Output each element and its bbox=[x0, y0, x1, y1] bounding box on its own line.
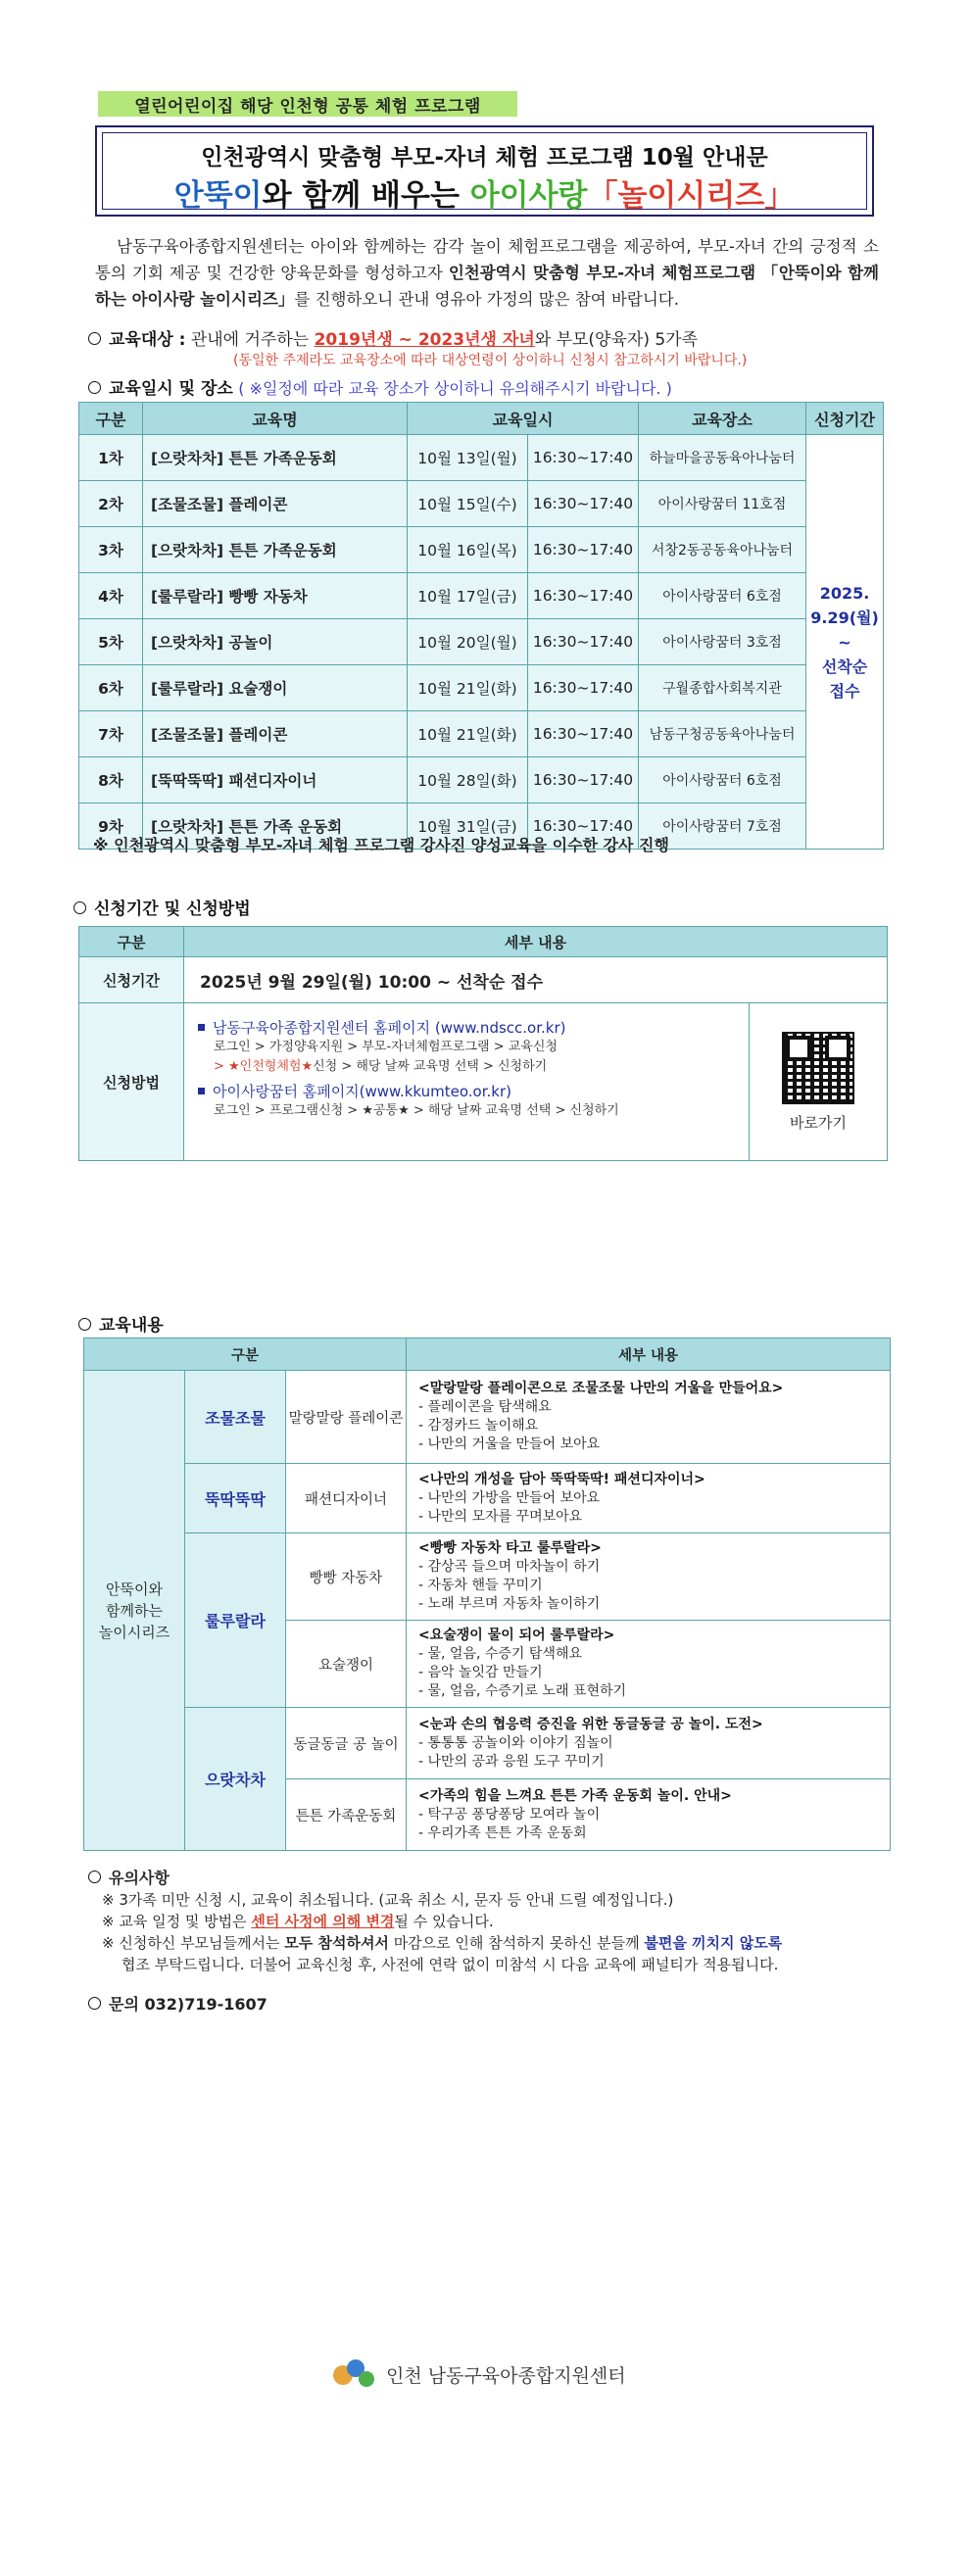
session-place: 구월종합사회복지관 bbox=[639, 665, 806, 711]
schedule-row bbox=[79, 527, 884, 573]
note-item bbox=[88, 1932, 892, 1954]
title-inner-frame bbox=[102, 132, 867, 214]
session-number: 4차 bbox=[79, 573, 143, 619]
session-time: 16:30~17:40 bbox=[528, 803, 639, 850]
schedule-note: ※ 인천광역시 맞춤형 부모-자녀 체험 프로그램 강사진 양성교육을 이수한 강사 진행 bbox=[93, 836, 669, 854]
link-ndscc[interactable] bbox=[198, 1017, 735, 1038]
session-number: 3차 bbox=[79, 527, 143, 573]
intro-text-1: 남동구육아종합지원센터는 아이와 함께하는 감각 놀이 체험프로그램을 제공하여, 부모-자녀 간의 긍정적 소통의 기회 제공 및 건강한 양육문화를 형성하고자 bbox=[95, 237, 879, 282]
session-number: 8차 bbox=[79, 757, 143, 803]
apply-header: 세부 내용 bbox=[184, 927, 888, 957]
note-highlight: 센터 사정에 의해 변경 bbox=[251, 1913, 395, 1930]
schedule-header: 신청기간 bbox=[806, 403, 884, 435]
session-name: [룰루랄라] 요술쟁이 bbox=[143, 665, 408, 711]
qr-label: 바로가기 bbox=[790, 1113, 847, 1132]
apply-method-label: 신청방법 bbox=[79, 1003, 184, 1161]
period-line: 접수 bbox=[829, 681, 860, 701]
target-text-2: 와 부모(양육자) 5가족 bbox=[534, 330, 699, 350]
detail-item: - 노래 부르며 자동차 놀이하기 bbox=[418, 1596, 601, 1612]
schedule-table bbox=[78, 402, 884, 850]
circle-bullet-icon bbox=[88, 381, 101, 394]
schedule-heading bbox=[88, 374, 672, 399]
detail-item: - 탁구공 퐁당퐁당 모여라 놀이 bbox=[418, 1806, 601, 1823]
schedule-header: 구분 bbox=[79, 403, 143, 435]
detail-title: <요술쟁이 물이 되어 룰루랄라> bbox=[418, 1628, 615, 1643]
schedule-header: 교육명 bbox=[143, 403, 408, 435]
qr-code-icon[interactable] bbox=[782, 1032, 854, 1104]
note-bold: 모두 참석하셔서 bbox=[284, 1934, 389, 1952]
main-line1: 안뚝이와 bbox=[106, 1580, 163, 1598]
main-line2: 함께하는 bbox=[106, 1601, 163, 1620]
link-kkumteo-text[interactable]: 아이사랑꿈터 홈페이지(www.kkumteo.or.kr) bbox=[213, 1083, 511, 1100]
session-name: [룰루랄라] 빵빵 자동차 bbox=[143, 573, 408, 619]
content-main-category bbox=[84, 1371, 185, 1851]
session-number: 6차 bbox=[79, 665, 143, 711]
session-time: 16:30~17:40 bbox=[528, 527, 639, 573]
contact-line bbox=[88, 1992, 267, 2015]
schedule-heading-note: ( ※일정에 따라 교육 장소가 상이하니 유의해주시기 바랍니다. ) bbox=[238, 379, 672, 398]
content-header: 세부 내용 bbox=[407, 1338, 891, 1371]
session-name: [으랏차차] 튼튼 가족운동회 bbox=[143, 527, 408, 573]
schedule-row bbox=[79, 665, 884, 711]
target-label: 교육대상 : bbox=[109, 330, 186, 350]
title-aisarang: 아이사랑 bbox=[469, 178, 588, 214]
detail-title: <눈과 손의 협응력 증진을 위한 동글동글 공 놀이. 도전> bbox=[418, 1716, 763, 1732]
detail-title: <말랑말랑 플레이콘으로 조물조물 나만의 거울을 만들어요> bbox=[418, 1381, 784, 1396]
notes-section bbox=[88, 1868, 892, 1975]
square-bullet-icon bbox=[198, 1088, 205, 1094]
note-item: 협조 부탁드립니다. 더불어 교육신청 후, 사전에 연락 없이 미참석 시 다음 교육에 패널티가 적용됩니다. bbox=[122, 1956, 779, 1973]
detail-title: <나만의 개성을 담아 뚝딱뚝딱! 패션디자이너> bbox=[418, 1471, 705, 1487]
schedule-row bbox=[79, 711, 884, 757]
target-highlight: 2019년생 ~ 2023년생 자녀 bbox=[314, 330, 535, 350]
schedule-row bbox=[79, 619, 884, 665]
footer-text: 인천 남동구육아종합지원센터 bbox=[386, 2364, 626, 2387]
intro-paragraph bbox=[95, 233, 879, 313]
main-line3: 놀이시리즈 bbox=[98, 1623, 170, 1641]
category-euratcha: 으랏차차 bbox=[185, 1708, 286, 1851]
session-name: [조물조물] 플레이콘 bbox=[143, 711, 408, 757]
session-date: 10월 31일(금) bbox=[408, 803, 528, 850]
session-number: 1차 bbox=[79, 435, 143, 481]
circle-bullet-icon bbox=[88, 1997, 101, 2010]
session-name: [으랏차차] 공놀이 bbox=[143, 619, 408, 665]
detail-title: <빵빵 자동차 타고 룰루랄라> bbox=[418, 1540, 602, 1556]
program-detail bbox=[407, 1533, 891, 1621]
session-name: [뚝딱뚝딱] 패션디자이너 bbox=[143, 757, 408, 803]
detail-title: <가족의 힘을 느껴요 튼튼 가족 운동회 놀이. 안내> bbox=[418, 1787, 732, 1804]
logo-dot-green bbox=[359, 2371, 374, 2387]
title-mid: 와 함께 배우는 bbox=[262, 178, 470, 214]
link-ndscc-steps: 로그인 > 가정양육지원 > 부모-자녀체험프로그램 > 교육신청 bbox=[214, 1040, 558, 1054]
intro-bold: 인천광역시 맞춤형 부모-자녀 체험프로그램 「안뚝이와 함께 하는 아이사랑 놀이시리즈」 bbox=[95, 264, 879, 309]
detail-item: - 통통통 공놀이와 이야기 짐놀이 bbox=[418, 1734, 613, 1751]
program-name: 말랑말랑 플레이콘 bbox=[286, 1371, 407, 1464]
content-heading bbox=[78, 1311, 164, 1336]
session-date: 10월 28일(화) bbox=[408, 757, 528, 803]
session-place: 아이사랑꿈터 6호점 bbox=[639, 757, 806, 803]
apply-heading bbox=[73, 895, 251, 919]
incheon-star: > ★인천형체험★ bbox=[214, 1059, 314, 1074]
content-table bbox=[83, 1337, 891, 1851]
program-name: 요술쟁이 bbox=[286, 1621, 407, 1708]
program-detail bbox=[407, 1371, 891, 1464]
session-place: 서창2동공동육아나눔터 bbox=[639, 527, 806, 573]
period-line: ~ bbox=[838, 632, 851, 652]
session-time: 16:30~17:40 bbox=[528, 711, 639, 757]
notes-title: 유의사항 bbox=[109, 1869, 170, 1887]
link-kkumteo[interactable] bbox=[198, 1081, 735, 1101]
session-date: 10월 17일(금) bbox=[408, 573, 528, 619]
target-text-1: 관내에 거주하는 bbox=[190, 330, 315, 350]
schedule-heading-text: 교육일시 및 장소 bbox=[109, 379, 233, 399]
session-place: 남동구청공동육아나눔터 bbox=[639, 711, 806, 757]
content-heading-text: 교육내용 bbox=[99, 1316, 164, 1336]
footer bbox=[333, 2357, 626, 2391]
note-item: ※ 3가족 미만 신청 시, 교육이 취소됩니다. (교육 취소 시, 문자 등 안내 드릴 예정입니다.) bbox=[102, 1891, 674, 1909]
schedule-row bbox=[79, 757, 884, 803]
detail-item: - 나만의 모자를 꾸며보아요 bbox=[418, 1508, 583, 1525]
note-blue: 불편을 끼치지 않도록 bbox=[644, 1934, 783, 1952]
title-line1: 인천광역시 맞춤형 부모-자녀 체험 프로그램 10월 안내문 bbox=[201, 145, 768, 170]
session-number: 2차 bbox=[79, 481, 143, 527]
apply-period-value: 2025년 9월 29일(월) 10:00 ~ 선착순 접수 bbox=[184, 957, 888, 1003]
session-time: 16:30~17:40 bbox=[528, 481, 639, 527]
category-jomul: 조물조물 bbox=[185, 1371, 286, 1464]
session-name: [으랏차차] 튼튼 가족운동회 bbox=[143, 435, 408, 481]
program-detail bbox=[407, 1779, 891, 1851]
circle-bullet-icon bbox=[73, 901, 86, 914]
category-lulu: 룰루랄라 bbox=[185, 1533, 286, 1708]
session-time: 16:30~17:40 bbox=[528, 435, 639, 481]
session-time: 16:30~17:40 bbox=[528, 757, 639, 803]
session-name: [으랏차차] 튼튼 가족 운동회 bbox=[143, 803, 408, 850]
note-text: 마감으로 인해 참석하지 못하신 분들께 bbox=[388, 1934, 645, 1952]
schedule-header: 교육일시 bbox=[408, 403, 639, 435]
schedule-row bbox=[79, 435, 884, 481]
intro-text-2: 를 진행하오니 관내 영유아 가정의 많은 참여 바랍니다. bbox=[294, 290, 679, 309]
session-date: 10월 13일(월) bbox=[408, 435, 528, 481]
apply-method bbox=[184, 1003, 750, 1161]
period-line: 선착순 bbox=[821, 656, 868, 676]
schedule-row bbox=[79, 481, 884, 527]
link-ndscc-text[interactable]: 남동구육아종합지원센터 홈페이지 (www.ndscc.or.kr) bbox=[213, 1019, 566, 1037]
title-box bbox=[95, 125, 874, 217]
detail-item: - 음악 놀잇감 만들기 bbox=[418, 1665, 543, 1680]
apply-period-label: 신청기간 bbox=[79, 957, 184, 1003]
session-date: 10월 20일(월) bbox=[408, 619, 528, 665]
program-detail bbox=[407, 1708, 891, 1779]
session-time: 16:30~17:40 bbox=[528, 619, 639, 665]
target-line bbox=[88, 325, 698, 350]
square-bullet-icon bbox=[198, 1024, 205, 1031]
detail-item: - 물, 얼음, 수증기로 노래 표현하기 bbox=[418, 1683, 627, 1699]
title-mascot: 안뚝이 bbox=[173, 178, 263, 214]
circle-bullet-icon bbox=[88, 332, 101, 345]
detail-item: - 나만의 공과 응원 도구 꾸미기 bbox=[418, 1753, 605, 1770]
note-text: ※ 신청하신 부모님들께서는 bbox=[102, 1934, 285, 1952]
session-place: 아이사랑꿈터 11호점 bbox=[639, 481, 806, 527]
contact-text: 문의 032)719-1607 bbox=[109, 1995, 267, 2014]
program-name: 동글동글 공 놀이 bbox=[286, 1708, 407, 1779]
schedule-row bbox=[79, 573, 884, 619]
link-kkumteo-steps: 로그인 > 프로그램신청 > ★공통★ > 해당 날짜 교육명 선택 > 신청하기 bbox=[214, 1103, 619, 1118]
content-header: 구분 bbox=[84, 1338, 407, 1371]
center-logo-icon bbox=[333, 2357, 378, 2391]
program-detail bbox=[407, 1621, 891, 1708]
session-name: [조물조물] 플레이콘 bbox=[143, 481, 408, 527]
note-text: 될 수 있습니다. bbox=[394, 1913, 494, 1930]
link-ndscc-steps-2-text: 신청 > 해당 날짜 교육명 선택 > 신청하기 bbox=[313, 1059, 548, 1074]
session-date: 10월 15일(수) bbox=[408, 481, 528, 527]
program-badge: 열린어린이집 해당 인천형 공통 체험 프로그램 bbox=[98, 91, 517, 117]
program-name: 빵빵 자동차 bbox=[286, 1533, 407, 1621]
detail-item: - 자동차 핸들 꾸미기 bbox=[418, 1578, 543, 1593]
link-ndscc-steps-2 bbox=[214, 1057, 735, 1077]
program-name: 튼튼 가족운동회 bbox=[286, 1779, 407, 1851]
circle-bullet-icon bbox=[78, 1318, 91, 1331]
qr-cell[interactable] bbox=[750, 1003, 888, 1161]
detail-item: - 감상곡 들으며 마차놀이 하기 bbox=[418, 1559, 601, 1575]
session-place: 하늘마을공동육아나눔터 bbox=[639, 435, 806, 481]
circle-bullet-icon bbox=[88, 1871, 101, 1883]
session-time: 16:30~17:40 bbox=[528, 665, 639, 711]
title-line2 bbox=[103, 170, 866, 215]
detail-item: - 나만의 가방을 만들어 보아요 bbox=[418, 1489, 601, 1506]
note-item bbox=[88, 1911, 892, 1932]
session-place: 아이사랑꿈터 3호점 bbox=[639, 619, 806, 665]
title-series: 「놀이시리즈」 bbox=[587, 178, 796, 214]
detail-item: - 플레이콘을 탐색해요 bbox=[418, 1399, 552, 1415]
note-text: ※ 교육 일정 및 방법은 bbox=[102, 1913, 252, 1930]
detail-item: - 나만의 거울을 만들어 보아요 bbox=[418, 1436, 601, 1452]
session-place: 아이사랑꿈터 6호점 bbox=[639, 573, 806, 619]
application-period bbox=[806, 435, 884, 850]
period-line: 9.29(월) bbox=[810, 608, 879, 627]
target-note: (동일한 주제라도 교육장소에 따라 대상연령이 상이하니 신청시 참고하시기 바랍니다.) bbox=[233, 353, 748, 368]
apply-heading-text: 신청기간 및 신청방법 bbox=[94, 899, 251, 919]
period-line: 2025. bbox=[819, 583, 870, 603]
detail-item: - 물, 얼음, 수증기 탐색해요 bbox=[418, 1646, 582, 1662]
program-detail bbox=[407, 1464, 891, 1533]
session-date: 10월 21일(화) bbox=[408, 711, 528, 757]
session-date: 10월 21일(화) bbox=[408, 665, 528, 711]
session-date: 10월 16일(목) bbox=[408, 527, 528, 573]
session-place: 아이사랑꿈터 7호점 bbox=[639, 803, 806, 850]
category-ttukttak: 뚝딱뚝딱 bbox=[185, 1464, 286, 1533]
schedule-header: 교육장소 bbox=[639, 403, 806, 435]
apply-table bbox=[78, 926, 888, 1161]
detail-item: - 감정카드 놀이해요 bbox=[418, 1418, 539, 1434]
program-name: 패션디자이너 bbox=[286, 1464, 407, 1533]
apply-header: 구분 bbox=[79, 927, 184, 957]
detail-item: - 우리가족 튼튼 가족 운동회 bbox=[418, 1824, 587, 1841]
session-number: 9차 bbox=[79, 803, 143, 850]
session-number: 7차 bbox=[79, 711, 143, 757]
session-time: 16:30~17:40 bbox=[528, 573, 639, 619]
session-number: 5차 bbox=[79, 619, 143, 665]
